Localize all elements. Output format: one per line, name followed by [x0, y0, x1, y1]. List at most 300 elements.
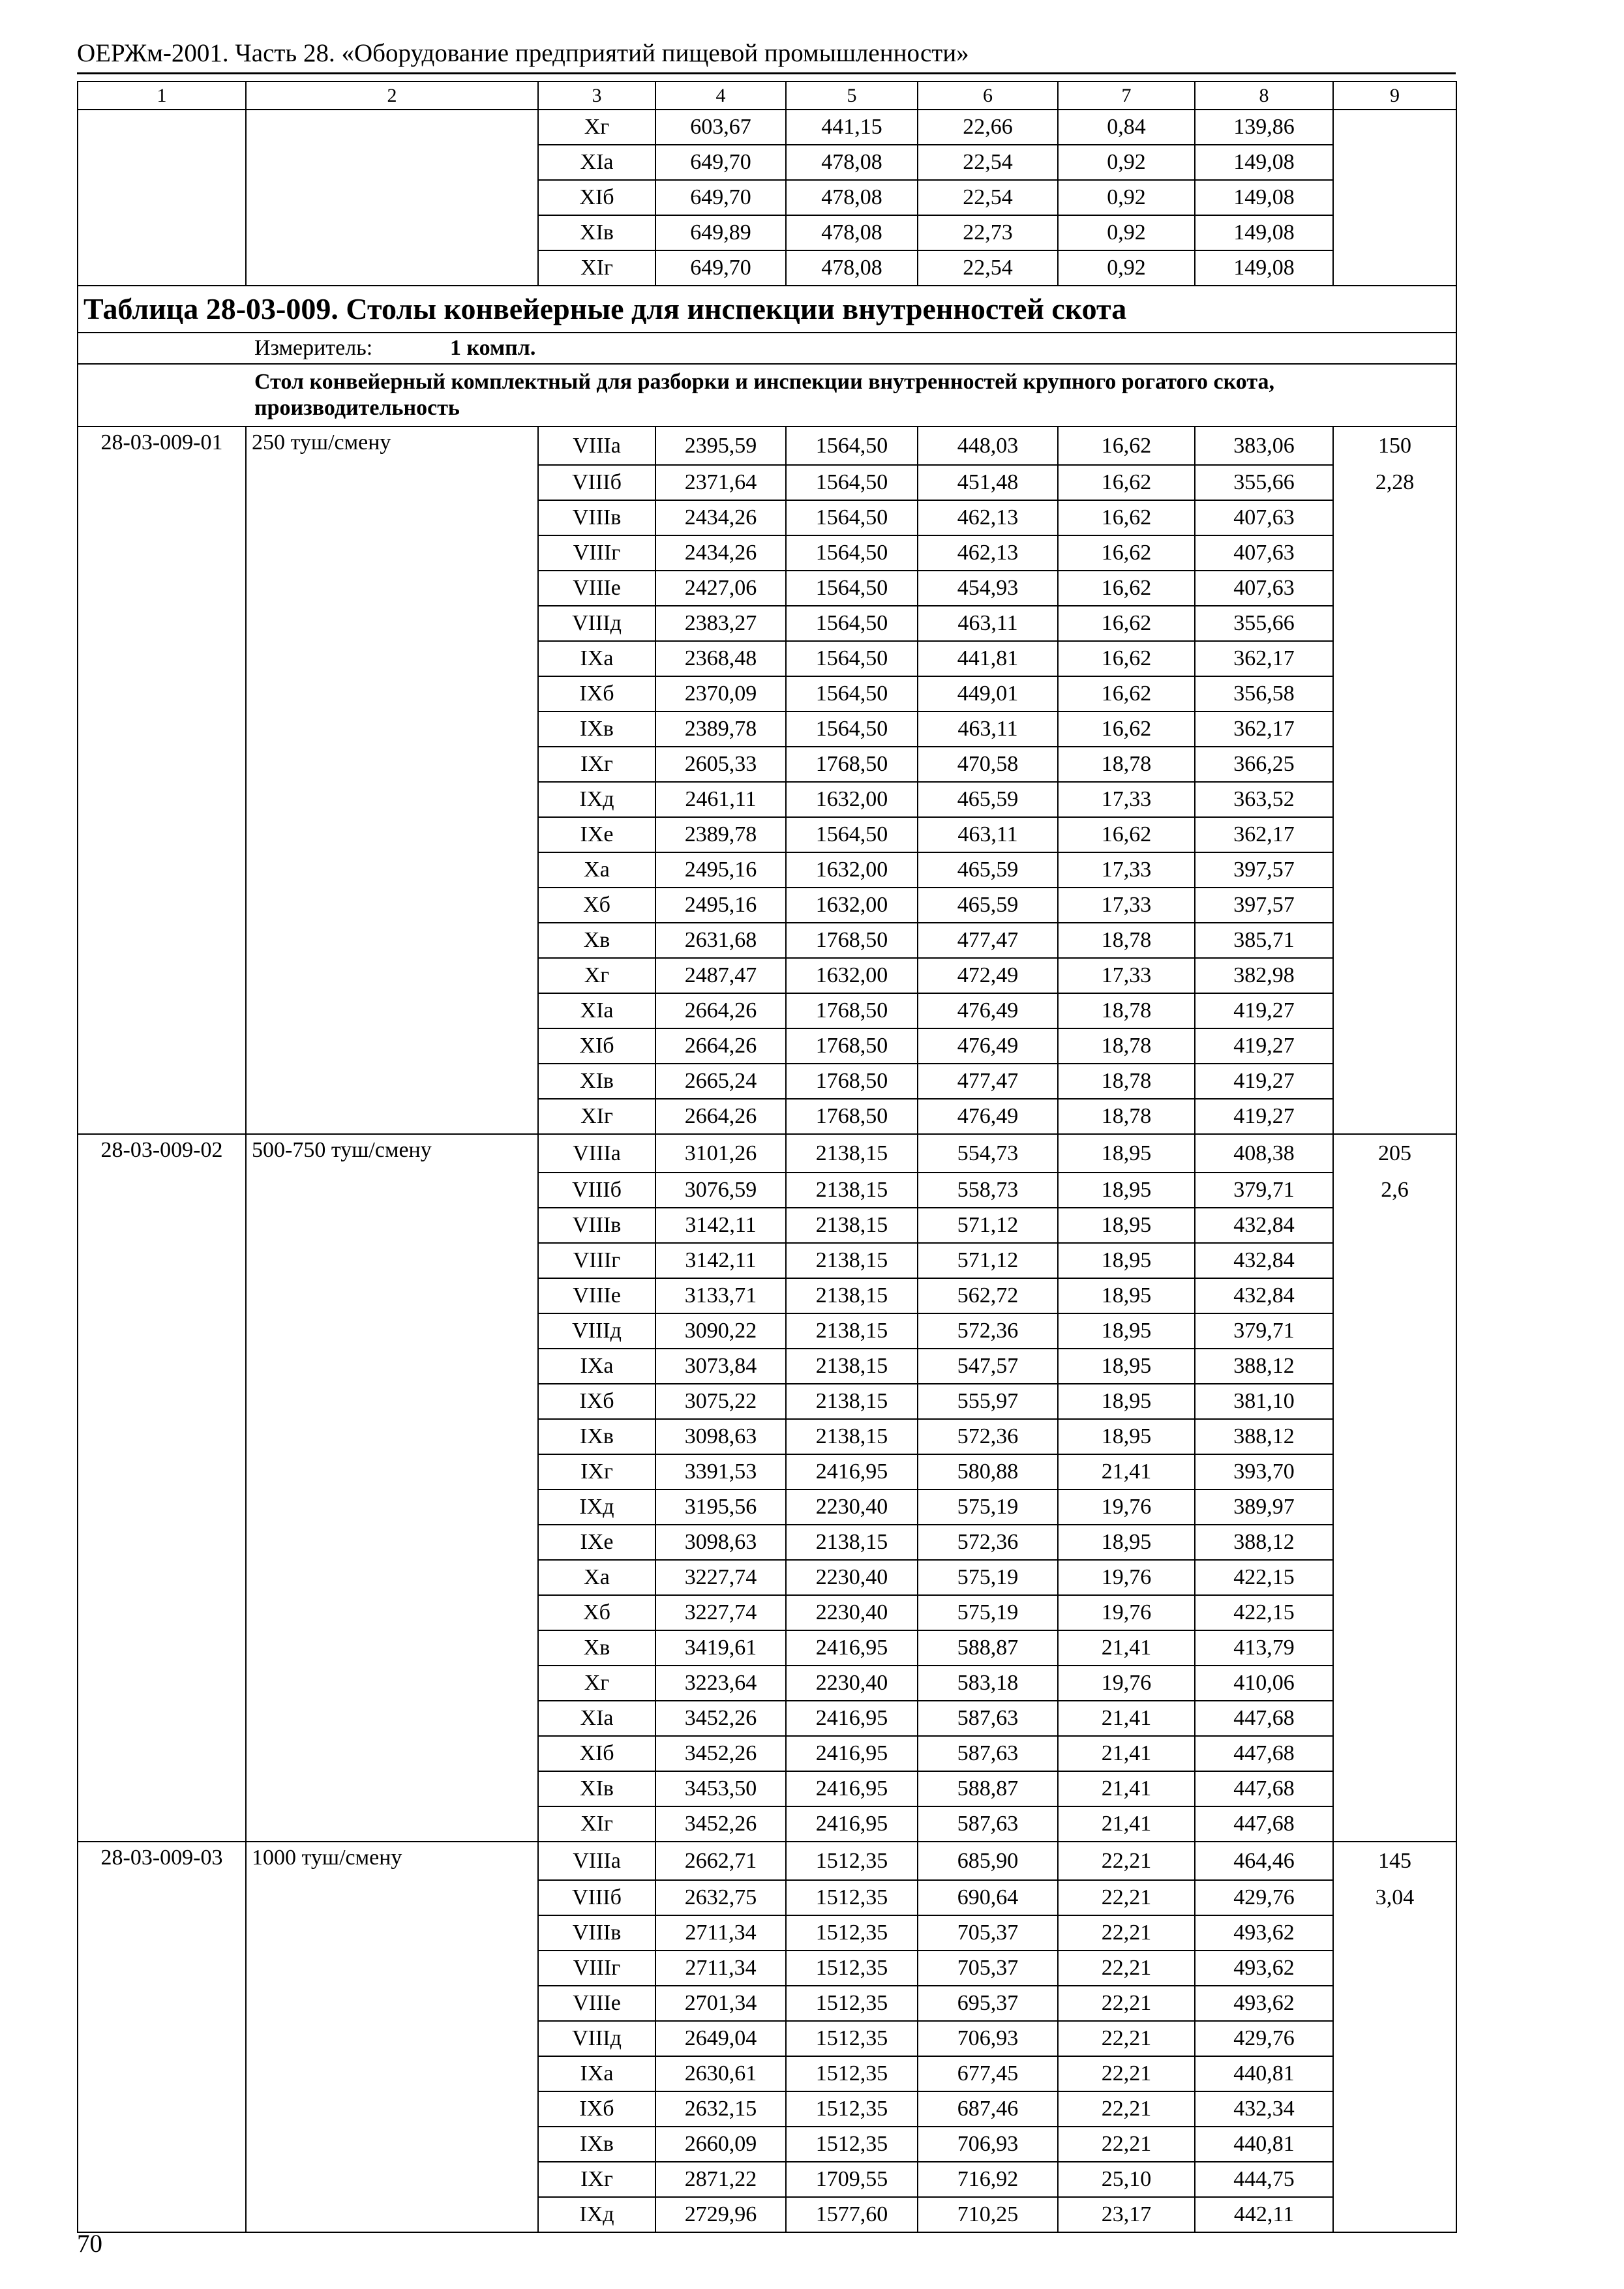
cell-c8: 149,08 — [1195, 250, 1333, 286]
table-row — [78, 1525, 1456, 1560]
description-cell — [246, 1666, 538, 1701]
cell-c6: 454,93 — [918, 571, 1058, 606]
cell-c7: 19,76 — [1058, 1489, 1195, 1525]
cell-c7: 19,76 — [1058, 1595, 1195, 1630]
cell-c8: 381,10 — [1195, 1384, 1333, 1419]
cell-c7: 21,41 — [1058, 1771, 1195, 1806]
description-cell — [246, 1771, 538, 1806]
cell-c4: 649,70 — [655, 180, 786, 215]
cell-c7: 18,95 — [1058, 1173, 1195, 1208]
page-number: 70 — [77, 2230, 102, 2258]
cell-c5: 1564,50 — [786, 535, 918, 571]
cell-c5: 478,08 — [786, 180, 918, 215]
cell-c4: 2371,64 — [655, 465, 786, 500]
cell-c7: 18,78 — [1058, 1064, 1195, 1099]
cell-c8: 139,86 — [1195, 110, 1333, 145]
cell-c5: 1512,35 — [786, 2056, 918, 2091]
cell-c7: 16,62 — [1058, 606, 1195, 641]
cell-c8: 388,12 — [1195, 1525, 1333, 1560]
table-row — [78, 1806, 1456, 1842]
cell-c6: 476,49 — [918, 1028, 1058, 1064]
cell-c3: XIг — [538, 250, 655, 286]
cell-c9 — [1333, 676, 1456, 711]
cell-c7: 18,78 — [1058, 747, 1195, 782]
cell-c5: 2416,95 — [786, 1630, 918, 1666]
cell-c4: 3142,11 — [655, 1208, 786, 1243]
cell-c5: 1512,35 — [786, 1951, 918, 1986]
cell-c5: 1768,50 — [786, 1028, 918, 1064]
cell-c9 — [1333, 1595, 1456, 1630]
cell-c4: 2495,16 — [655, 888, 786, 923]
cell-c9 — [1333, 817, 1456, 852]
cell-c9 — [1333, 1349, 1456, 1384]
cell-c7: 22,21 — [1058, 1880, 1195, 1915]
cell-c3: XIв — [538, 1771, 655, 1806]
code-cell — [78, 1173, 246, 1208]
table-title-row — [78, 286, 1456, 333]
description-cell — [246, 1951, 538, 1986]
code-cell — [78, 1384, 246, 1419]
cell-c5: 1564,50 — [786, 641, 918, 676]
cell-c4: 2389,78 — [655, 711, 786, 747]
cell-c3: XIв — [538, 1064, 655, 1099]
cell-c4: 2427,06 — [655, 571, 786, 606]
cell-c3: Xг — [538, 1666, 655, 1701]
description-cell — [246, 1099, 538, 1134]
cell-c7: 18,95 — [1058, 1419, 1195, 1454]
cell-c9: 205 — [1333, 1134, 1456, 1173]
code-cell — [78, 888, 246, 923]
column-number: 2 — [246, 82, 538, 110]
table-row — [78, 641, 1456, 676]
cell-c3: IXг — [538, 747, 655, 782]
code-cell — [78, 1771, 246, 1806]
cell-c8: 432,34 — [1195, 2091, 1333, 2127]
cell-c8: 388,12 — [1195, 1349, 1333, 1384]
code-cell — [78, 1951, 246, 1986]
cell-c3: VIIIв — [538, 1208, 655, 1243]
description-cell — [246, 1701, 538, 1736]
description-cell — [246, 1525, 538, 1560]
cell-c4: 3076,59 — [655, 1173, 786, 1208]
table-row — [78, 1842, 1456, 1880]
cell-c7: 18,78 — [1058, 1099, 1195, 1134]
code-cell — [78, 1666, 246, 1701]
cell-c7: 16,62 — [1058, 535, 1195, 571]
cell-c6: 572,36 — [918, 1419, 1058, 1454]
description-cell — [246, 500, 538, 535]
description-cell — [246, 2091, 538, 2127]
cell-c9 — [1333, 782, 1456, 817]
description-cell — [246, 2127, 538, 2162]
cell-c8: 493,62 — [1195, 1951, 1333, 1986]
cell-c9 — [1333, 1630, 1456, 1666]
cell-c4: 2711,34 — [655, 1951, 786, 1986]
cell-c8: 362,17 — [1195, 711, 1333, 747]
cell-c6: 555,97 — [918, 1384, 1058, 1419]
cell-c6: 449,01 — [918, 676, 1058, 711]
code-cell — [78, 2162, 246, 2197]
cell-c6: 687,46 — [918, 2091, 1058, 2127]
cell-c7: 18,78 — [1058, 923, 1195, 958]
cell-c9 — [1333, 2091, 1456, 2127]
cell-c3: VIIIв — [538, 1915, 655, 1951]
table-row — [78, 2021, 1456, 2056]
cell-c3: VIIIд — [538, 2021, 655, 2056]
table-row — [78, 1243, 1456, 1278]
cell-c4: 3090,22 — [655, 1313, 786, 1349]
cell-c7: 22,21 — [1058, 2127, 1195, 2162]
cell-c5: 1768,50 — [786, 1099, 918, 1134]
cell-c8: 447,68 — [1195, 1806, 1333, 1842]
cell-c4: 2389,78 — [655, 817, 786, 852]
description-cell — [246, 535, 538, 571]
cell-c8: 393,70 — [1195, 1454, 1333, 1489]
description-cell — [246, 1419, 538, 1454]
cell-c8: 355,66 — [1195, 465, 1333, 500]
cell-c8: 432,84 — [1195, 1278, 1333, 1313]
cell-c3: VIIIг — [538, 535, 655, 571]
cell-c3: IXв — [538, 1419, 655, 1454]
description-cell — [246, 2056, 538, 2091]
column-number: 3 — [538, 82, 655, 110]
cell-c6: 710,25 — [918, 2197, 1058, 2232]
cell-c3: XIб — [538, 1028, 655, 1064]
cell-c3: XIa — [538, 1701, 655, 1736]
cell-c8: 440,81 — [1195, 2127, 1333, 2162]
description-cell — [246, 958, 538, 993]
cell-c5: 1632,00 — [786, 782, 918, 817]
cell-c3: VIIIa — [538, 426, 655, 465]
cell-c8: 379,71 — [1195, 1313, 1333, 1349]
cell-c9 — [1333, 1701, 1456, 1736]
cell-c9 — [1333, 888, 1456, 923]
page-header: ОЕРЖм-2001. Часть 28. «Оборудование предприятий пищевой промышленности» — [77, 39, 969, 67]
code-cell — [78, 1454, 246, 1489]
cell-c5: 2138,15 — [786, 1208, 918, 1243]
cell-c8: 149,08 — [1195, 180, 1333, 215]
code-cell — [78, 1806, 246, 1842]
cell-c7: 18,95 — [1058, 1525, 1195, 1560]
cell-c6: 22,54 — [918, 250, 1058, 286]
cell-c8: 444,75 — [1195, 2162, 1333, 2197]
cell-c4: 2631,68 — [655, 923, 786, 958]
cell-c5: 1709,55 — [786, 2162, 918, 2197]
cell-c3: IXе — [538, 817, 655, 852]
cell-c9 — [1333, 1806, 1456, 1842]
description-cell — [246, 110, 538, 145]
cell-c3: VIIIе — [538, 1986, 655, 2021]
code-cell — [78, 2091, 246, 2127]
cell-c7: 21,41 — [1058, 1454, 1195, 1489]
cell-c4: 3391,53 — [655, 1454, 786, 1489]
cell-c9 — [1333, 2162, 1456, 2197]
cell-c5: 1768,50 — [786, 747, 918, 782]
cell-c6: 583,18 — [918, 1666, 1058, 1701]
cell-c8: 407,63 — [1195, 535, 1333, 571]
cell-c4: 3075,22 — [655, 1384, 786, 1419]
table-row — [78, 993, 1456, 1028]
cell-c7: 17,33 — [1058, 958, 1195, 993]
cell-c8: 356,58 — [1195, 676, 1333, 711]
code-cell — [78, 1028, 246, 1064]
cell-c3: XIб — [538, 1736, 655, 1771]
cell-c7: 0,92 — [1058, 215, 1195, 250]
description-cell — [246, 1806, 538, 1842]
code-cell — [78, 1278, 246, 1313]
column-number: 7 — [1058, 82, 1195, 110]
cell-c6: 705,37 — [918, 1951, 1058, 1986]
description-cell — [246, 1313, 538, 1349]
cell-c8: 389,97 — [1195, 1489, 1333, 1525]
table-row — [78, 1880, 1456, 1915]
column-number: 9 — [1333, 82, 1456, 110]
code-cell — [78, 1243, 246, 1278]
cell-c5: 478,08 — [786, 250, 918, 286]
cell-c7: 18,95 — [1058, 1278, 1195, 1313]
code-cell — [78, 1064, 246, 1099]
cell-c7: 19,76 — [1058, 1666, 1195, 1701]
table-row — [78, 782, 1456, 817]
table-row — [78, 2197, 1456, 2232]
cell-c6: 677,45 — [918, 2056, 1058, 2091]
cell-c3: XIв — [538, 215, 655, 250]
description-cell — [246, 1915, 538, 1951]
table-row — [78, 1595, 1456, 1630]
cell-c9: 145 — [1333, 1842, 1456, 1880]
table-row — [78, 1208, 1456, 1243]
description-cell — [246, 1028, 538, 1064]
cell-c4: 2664,26 — [655, 993, 786, 1028]
table-row — [78, 1099, 1456, 1134]
cell-c9 — [1333, 215, 1456, 250]
cell-c7: 18,95 — [1058, 1134, 1195, 1173]
cell-c7: 18,95 — [1058, 1243, 1195, 1278]
cell-c5: 1564,50 — [786, 500, 918, 535]
cell-c6: 587,63 — [918, 1736, 1058, 1771]
cell-c6: 716,92 — [918, 2162, 1058, 2197]
code-cell — [78, 711, 246, 747]
cell-c6: 575,19 — [918, 1560, 1058, 1595]
cell-c9: 2,6 — [1333, 1173, 1456, 1208]
description-cell — [246, 1560, 538, 1595]
cell-c5: 2416,95 — [786, 1771, 918, 1806]
cell-c7: 0,92 — [1058, 180, 1195, 215]
cell-c3: VIIIд — [538, 606, 655, 641]
cell-c7: 18,95 — [1058, 1349, 1195, 1384]
cell-c3: VIIIa — [538, 1134, 655, 1173]
description-cell — [246, 1736, 538, 1771]
cell-c6: 575,19 — [918, 1595, 1058, 1630]
cell-c3: Xa — [538, 852, 655, 888]
cell-c3: IXa — [538, 641, 655, 676]
cell-c9 — [1333, 1243, 1456, 1278]
cell-c7: 21,41 — [1058, 1630, 1195, 1666]
cell-c6: 465,59 — [918, 888, 1058, 923]
cell-c6: 22,54 — [918, 145, 1058, 180]
cell-c4: 3133,71 — [655, 1278, 786, 1313]
cell-c7: 21,41 — [1058, 1736, 1195, 1771]
cell-c3: IXе — [538, 1525, 655, 1560]
cell-c7: 19,76 — [1058, 1560, 1195, 1595]
cell-c9 — [1333, 2197, 1456, 2232]
cell-c4: 2664,26 — [655, 1099, 786, 1134]
cell-c5: 2138,15 — [786, 1349, 918, 1384]
cell-c3: IXб — [538, 1384, 655, 1419]
table-row — [78, 888, 1456, 923]
code-cell — [78, 1313, 246, 1349]
cell-c6: 575,19 — [918, 1489, 1058, 1525]
table-row — [78, 958, 1456, 993]
cell-c3: VIIIд — [538, 1313, 655, 1349]
cell-c6: 22,54 — [918, 180, 1058, 215]
cell-c6: 706,93 — [918, 2127, 1058, 2162]
cell-c6: 580,88 — [918, 1454, 1058, 1489]
cell-c5: 2138,15 — [786, 1243, 918, 1278]
table-row — [78, 2127, 1456, 2162]
code-cell — [78, 606, 246, 641]
description-cell — [246, 817, 538, 852]
cell-c5: 1512,35 — [786, 1880, 918, 1915]
cell-c8: 397,57 — [1195, 852, 1333, 888]
cell-c8: 362,17 — [1195, 641, 1333, 676]
cell-c4: 2370,09 — [655, 676, 786, 711]
code-cell — [78, 250, 246, 286]
table-row — [78, 1134, 1456, 1173]
cell-c4: 3227,74 — [655, 1595, 786, 1630]
cell-c3: VIIIб — [538, 1173, 655, 1208]
code-cell — [78, 1525, 246, 1560]
column-number: 1 — [78, 82, 246, 110]
cell-c9 — [1333, 1525, 1456, 1560]
description-cell — [246, 465, 538, 500]
cell-c7: 0,92 — [1058, 145, 1195, 180]
cell-c9 — [1333, 852, 1456, 888]
table-row — [78, 1630, 1456, 1666]
cell-c5: 2138,15 — [786, 1525, 918, 1560]
cell-c4: 2487,47 — [655, 958, 786, 993]
table-row — [78, 1064, 1456, 1099]
description-cell — [246, 888, 538, 923]
code-cell — [78, 2056, 246, 2091]
cell-c9 — [1333, 1986, 1456, 2021]
cell-c9 — [1333, 1099, 1456, 1134]
cell-c4: 2368,48 — [655, 641, 786, 676]
description-cell — [246, 747, 538, 782]
rates-table-body — [78, 82, 1456, 2232]
description-cell — [246, 923, 538, 958]
cell-c3: VIIIг — [538, 1243, 655, 1278]
cell-c3: VIIIб — [538, 465, 655, 500]
cell-c4: 649,89 — [655, 215, 786, 250]
cell-c5: 1768,50 — [786, 1064, 918, 1099]
table-row — [78, 500, 1456, 535]
description-cell — [246, 1384, 538, 1419]
cell-c9 — [1333, 1028, 1456, 1064]
cell-c6: 463,11 — [918, 711, 1058, 747]
table-row — [78, 1313, 1456, 1349]
column-number: 8 — [1195, 82, 1333, 110]
cell-c8: 385,71 — [1195, 923, 1333, 958]
cell-c3: VIIIa — [538, 1842, 655, 1880]
header-rule — [77, 72, 1456, 74]
cell-c5: 1564,50 — [786, 465, 918, 500]
cell-c6: 441,81 — [918, 641, 1058, 676]
cell-c9 — [1333, 1915, 1456, 1951]
cell-c6: 558,73 — [918, 1173, 1058, 1208]
cell-c9 — [1333, 145, 1456, 180]
cell-c7: 16,62 — [1058, 817, 1195, 852]
cell-c4: 3452,26 — [655, 1701, 786, 1736]
cell-c9 — [1333, 606, 1456, 641]
table-row — [78, 711, 1456, 747]
cell-c9 — [1333, 1666, 1456, 1701]
table-row — [78, 1560, 1456, 1595]
cell-c6: 547,57 — [918, 1349, 1058, 1384]
cell-c7: 22,21 — [1058, 1986, 1195, 2021]
cell-c7: 22,21 — [1058, 2021, 1195, 2056]
description-cell: 500-750 туш/смену — [246, 1134, 538, 1173]
table-row — [78, 465, 1456, 500]
description-cell — [246, 571, 538, 606]
cell-c8: 383,06 — [1195, 426, 1333, 465]
code-cell — [78, 110, 246, 145]
cell-c4: 3223,64 — [655, 1666, 786, 1701]
cell-c3: XIб — [538, 180, 655, 215]
description-cell — [246, 1243, 538, 1278]
code-cell — [78, 1701, 246, 1736]
table-note: Стол конвейерный комплектный для разборки и инспекции внутренностей крупного рогатого скота, производительность — [78, 364, 1456, 426]
cell-c6: 554,73 — [918, 1134, 1058, 1173]
cell-c8: 397,57 — [1195, 888, 1333, 923]
cell-c4: 2461,11 — [655, 782, 786, 817]
cell-c4: 3452,26 — [655, 1806, 786, 1842]
cell-c5: 1512,35 — [786, 1842, 918, 1880]
cell-c8: 464,46 — [1195, 1842, 1333, 1880]
cell-c6: 476,49 — [918, 1099, 1058, 1134]
cell-c9 — [1333, 641, 1456, 676]
cell-c3: VIIIе — [538, 571, 655, 606]
table-row — [78, 1666, 1456, 1701]
table-row — [78, 1951, 1456, 1986]
cell-c5: 2138,15 — [786, 1384, 918, 1419]
cell-c9 — [1333, 1384, 1456, 1419]
cell-c6: 465,59 — [918, 782, 1058, 817]
cell-c8: 149,08 — [1195, 145, 1333, 180]
cell-c9 — [1333, 1419, 1456, 1454]
cell-c9 — [1333, 958, 1456, 993]
cell-c9 — [1333, 923, 1456, 958]
description-cell — [246, 1278, 538, 1313]
table-row — [78, 180, 1456, 215]
cell-c5: 1768,50 — [786, 993, 918, 1028]
cell-c8: 447,68 — [1195, 1701, 1333, 1736]
cell-c3: VIIIе — [538, 1278, 655, 1313]
cell-c4: 2729,96 — [655, 2197, 786, 2232]
cell-c8: 362,17 — [1195, 817, 1333, 852]
cell-c7: 22,21 — [1058, 1951, 1195, 1986]
table-row — [78, 852, 1456, 888]
description-cell — [246, 2162, 538, 2197]
table-row — [78, 1173, 1456, 1208]
description-cell — [246, 1595, 538, 1630]
measure-cell — [78, 333, 1456, 364]
cell-c8: 440,81 — [1195, 2056, 1333, 2091]
cell-c6: 22,66 — [918, 110, 1058, 145]
cell-c5: 2138,15 — [786, 1419, 918, 1454]
cell-c6: 462,13 — [918, 500, 1058, 535]
cell-c3: IXд — [538, 1489, 655, 1525]
